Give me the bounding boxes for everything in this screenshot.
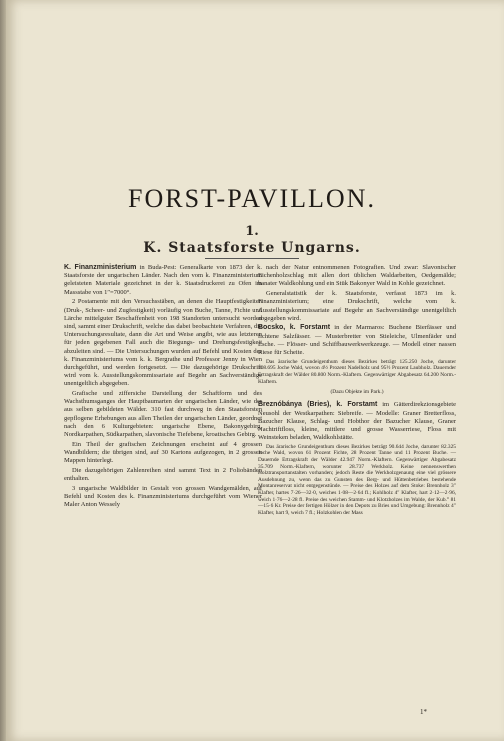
paragraph bbox=[64, 485, 262, 510]
paragraph bbox=[64, 264, 262, 297]
title-rule bbox=[205, 258, 299, 259]
entry-text: Generalstatistik der k. Staatsforste, verfasst 1873 im k. Finanzministerium; eine Drukschrift, welche vom k. Ausstellungskommissariate auf Begehr an Sachverständige unentgeltlich abgegeben wird. bbox=[258, 290, 456, 322]
paragraph bbox=[64, 441, 262, 466]
section-number: 1. bbox=[245, 224, 259, 239]
entry-text: im Gätterdirekzionsgebiete Neusohl der Westkarpathen: Siebreife. — Modelle: Graner Bretterfloss, Bazucher Klause, Schlag- und Hobthor der Bazucher Klause, Graner Nachtriftfloss, kleine, mittlere und grosse Wasserriese, Floss mit Weinsteken beladen, Waldkohlstätte. bbox=[258, 401, 456, 442]
entry-text: in Buda-Pest: Generalkarte von 1873 der k. Staatsforste der ungarischen Länder. Nach den vom k. Finanzministerium geleisteten Materiale gezeichnet in der k. Staatsdruckerei zu Ofen im Massstabe von 1″=7000°. bbox=[64, 264, 262, 296]
entry-text: Grafische und ziffersiche Darstellung der Schaftform und des Wachsthumsganges der Hauptbaumarten der ungarischen Länder, wie der aus selben gebildeten Wälder. 310 fast durchweg in den Staatsforsten gepflogene Erhebungen aus allen Theilen der ungarischen Länder, geordnet nach den 6 Kulturgebieten: ungarische Ebene, Bakonygebirg, Nordkarpathen, Südkarpathen, slavonische Tiefebene, kroatisches Gebirg. bbox=[64, 390, 262, 439]
entry-heading: K. Finanzministerium bbox=[64, 264, 137, 271]
entry-text: Das ärarische Grundeigenthum dieses Bezirkes beträgt 125.250 Joche, darunter 108.695 Joche Wald, wovon 4½ Prozent Nadelholz und 95½ Prozent Laubholz. Dauernder Ertragskraft der Wälder 80.800 Norm.-Klaftern. Gegenwärtiger Abgabesatz 64.200 Norm.-Klaftern. bbox=[258, 358, 456, 385]
page-title: FORST-PAVILLON. bbox=[128, 184, 376, 213]
entry-text: 2 Postamente mit den Versuchsstäben, an denen die Hauptfestigkeiten (Druk-, Scheer- und Zugfestigkeit) vorläufig von Buche, Tanne, Fichte und Lärche mittelguter Beschaffenheit von 198 Standorten untersucht worden sind, sammt einer Drukschrift, welche das dabei beobachtete Verfahren, die Untersuchungsresultate, dann die Art und Weise angibt, wie aus letzteren für jeden gegebenen Fall auch die Biegungs- und Drehungsfestigkeit abzuleiten sind. — Die Untersuchungen wurden auf Befehl und Kosten des k. Finanzministeriums vom k. k. Bergrathe und Professor Jenny in Wien durchgeführt, und werden fortgesetzt. — Die dazugehörige Drukschrift wird vom k. Ausstellungskommissariate auf Begehr an Sachverständige unentgeltlich abgegeben. bbox=[64, 298, 262, 388]
paragraph bbox=[258, 324, 456, 357]
paragraph bbox=[258, 388, 456, 396]
paragraph bbox=[258, 290, 456, 323]
paragraph bbox=[258, 401, 456, 442]
entry-text: Ein Theil der grafischen Zeichnungen erscheint auf 4 grossen Wandbildern; die übrigen sind, auf 30 Kartons aufgezogen, in 2 grossen Mappen hinterlegt. bbox=[64, 440, 262, 465]
entry-heading: Breznóbánya (Bries), k. Forstamt bbox=[258, 401, 378, 409]
paragraph bbox=[64, 390, 262, 439]
entry-text: in der Marmaros: Buchene Bierfässer und fichtene Salzfässer. — Musterbretter von Stieleiche, Ulmenfäder und Esche. — Flösser- und Schiffbauwerkwerkzeuge. — Modell einer nassen Riese für Scheite. bbox=[258, 324, 456, 357]
entry-text: Das ärarische Grundeigenthum dieses Bezirkes beträgt 90.644 Joche, darunter 82.325 Joche Wald, wovon 61 Prozent Fichte, 28 Prozent Tanne und 11 Prozent Buche. — Dauernde Ertragskraft der Wälder 42.947 Norm.-Klaftern. Gegenwärtiger Abgabesatz 35.709 Norm.-Klaftern, worunter 28.737 Werkholz. Keine nennenswerthen Holztransportanstalten vorhanden; jedoch Reste die Werkholzgenaung eine viel grössere Ausdehnung zu, wenn das zu Gunsten des Berg- und Hüttenbetriebes bestehende Montanreservat nicht entgegenstünde. — Preise des Holzes auf dem Stoke: Brennholz 3″ Klafter, hartes 7·26—32·0, weiches 1·08—2·64 fl.; Kohlholz 4″ Klafter, hart 2·12—2·96, weich 1·76—2·28 fl. Preise des weichen Stamm- und Klotzholzes im Walde, der Kub.° 81—15·6 Kr. Preise der fertigen Hölzer in den Depots zu Bries und Umgebung: Brennholz 4″ Klafter, hart 9, weich 7 fl.; Holzkohlen der Mass bbox=[258, 443, 456, 516]
entry-text: Die dazugehörigen Zahlenreihen sind sammt Text in 2 Foliobänden enthalten. bbox=[64, 466, 262, 483]
section-title: K. Staatsforste Ungarns. bbox=[143, 240, 361, 256]
right-column bbox=[258, 264, 456, 519]
page-signature: 1* bbox=[420, 708, 427, 716]
paragraph bbox=[64, 298, 262, 388]
paragraph bbox=[258, 264, 456, 289]
paragraph bbox=[64, 467, 262, 483]
entry-text: nach der Natur entnommenen Fotografien. Und zwar: Slavonischer Eichenholzschlag mit allen dort üblichen Waldarbeiten, Oedgemälde; banater Waldkohlung und ein Stük Bakonyer Wald in Kohle gezeichnet. bbox=[258, 264, 456, 288]
left-column bbox=[64, 264, 262, 511]
paragraph bbox=[258, 359, 456, 385]
entry-text: 3 ungarische Waldbilder in Gestalt von grossen Wandgemälden, auf Befehl und Kosten des k. Finanzministeriums durchgeführt vom Wiener Maler Anton Wessely bbox=[64, 484, 262, 509]
entry-heading: Bocsko, k. Forstamt bbox=[258, 324, 331, 332]
paragraph bbox=[258, 444, 456, 517]
entry-text: (Dazu Objekte im Park.) bbox=[330, 389, 384, 396]
